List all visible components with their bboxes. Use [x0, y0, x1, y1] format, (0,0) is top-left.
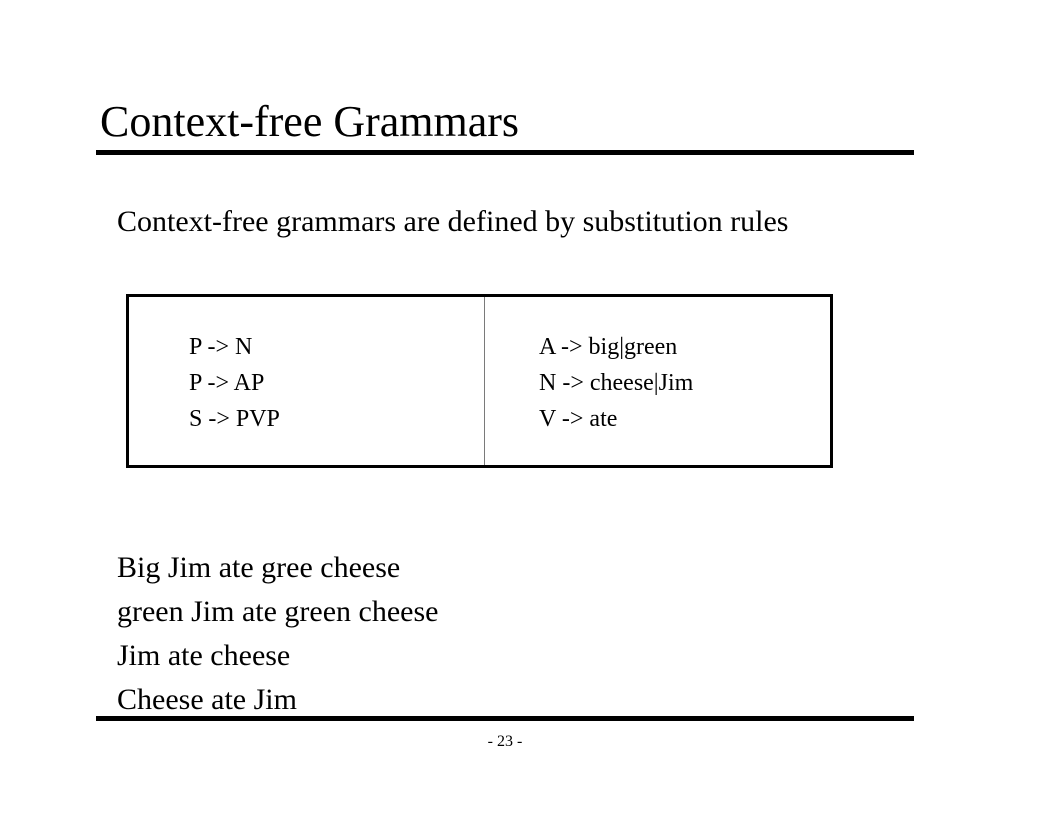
- grammar-rules-table: [126, 294, 833, 468]
- rules-column-right: [539, 329, 693, 437]
- title-underline: [96, 150, 914, 155]
- rule-item: S -> PVP: [189, 406, 280, 432]
- example-sentence: Cheese ate Jim: [117, 683, 297, 716]
- rule-item: A -> big|green: [539, 334, 678, 360]
- page-number: - 23 -: [487, 733, 523, 750]
- slide-title: Context-free Grammars: [100, 97, 520, 146]
- intro-text: Context-free grammars are defined by substitution rules: [117, 205, 789, 238]
- rule-item: P -> AP: [189, 370, 265, 396]
- example-sentence: Jim ate cheese: [117, 639, 291, 672]
- footer-rule: [96, 716, 914, 721]
- rule-item: N -> cheese|Jim: [539, 370, 694, 396]
- example-sentences: [117, 546, 439, 722]
- example-sentence: Big Jim ate gree cheese: [117, 551, 401, 584]
- rule-item: P -> N: [189, 334, 253, 360]
- rules-column-left: [189, 329, 280, 437]
- column-divider: [484, 297, 485, 465]
- rule-item: V -> ate: [539, 406, 618, 432]
- example-sentence: green Jim ate green cheese: [117, 595, 439, 628]
